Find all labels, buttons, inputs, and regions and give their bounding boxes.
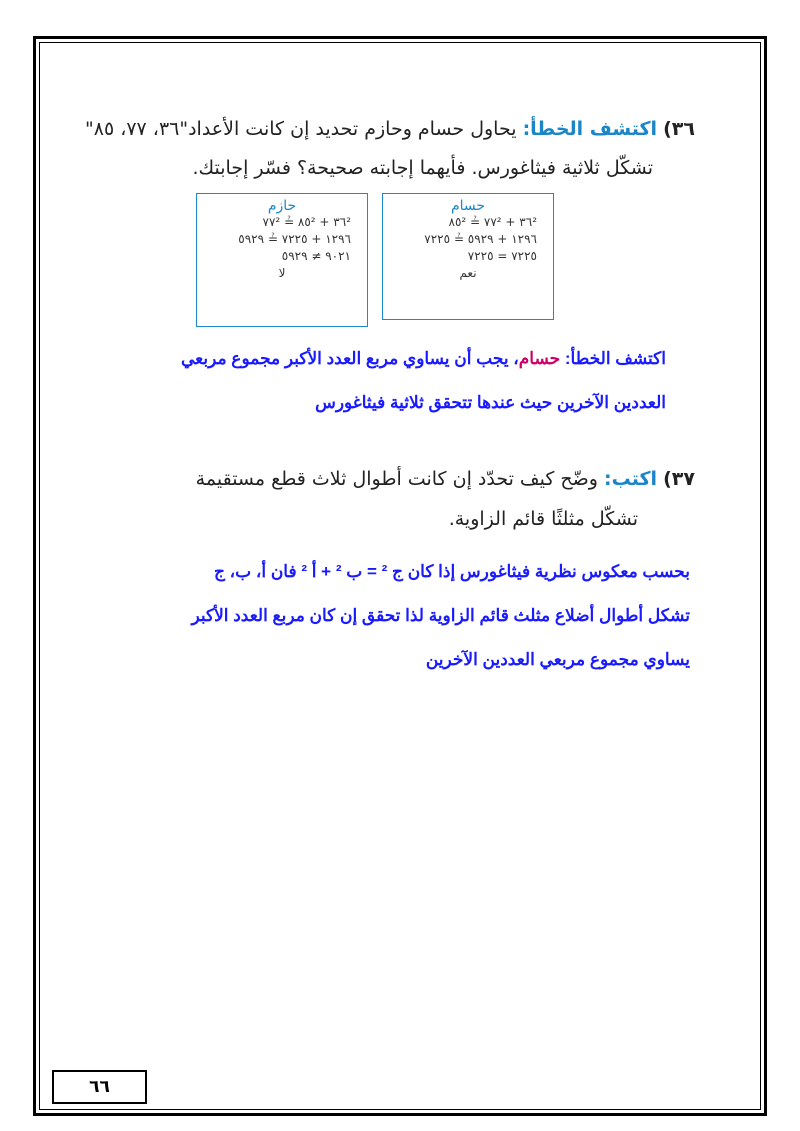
answer-36-name: حسام — [518, 349, 561, 368]
hussam-row-2: ١٢٩٦ + ٥٩٢٩ ≟ ٧٢٢٥ — [424, 232, 537, 246]
hazem-row-1: ٣٦² + ٨٥² ≟ ٧٧² — [262, 215, 351, 229]
hussam-row-3: ٧٢٢٥ = ٧٢٢٥ — [467, 249, 537, 263]
hussam-solution-box — [382, 193, 554, 320]
question-36-number: ٣٦) — [663, 118, 695, 140]
question-37-label: اكتب: — [604, 468, 658, 490]
question-36-label: اكتشف الخطأ: — [522, 118, 658, 140]
hazem-row-2: ١٢٩٦ + ٧٢٢٥ ≟ ٥٩٢٩ — [238, 232, 351, 246]
question-36-line-1 — [85, 118, 695, 140]
question-37-text-1: وضّح كيف تحدّد إن كانت أطوال ثلاث قطع مستقيمة — [195, 468, 598, 490]
answer-36-line-2: العددين الآخرين حيث عندها تتحقق ثلاثية فيثاغورس — [315, 393, 666, 412]
answer-37-line-3: يساوي مجموع مربعي العددين الآخرين — [425, 650, 690, 669]
page-number: ٦٦ — [52, 1070, 147, 1104]
hussam-row-4: نعم — [459, 266, 477, 280]
hussam-row-1: ٣٦² + ٧٧² ≟ ٨٥² — [448, 215, 537, 229]
answer-37-line-2: تشكل أطوال أضلاع مثلث قائم الزاوية لذا تحقق إن كان مربع العدد الأكبر — [191, 606, 690, 625]
answer-37-line-1: بحسب معكوس نظرية فيثاغورس إذا كان ج ² = ب ² + أ ² فان أ، ب، ج — [213, 562, 690, 581]
question-37-number: ٣٧) — [663, 468, 695, 490]
question-37-line-1 — [196, 468, 695, 490]
answer-36-prefix: اكتشف الخطأ: — [560, 349, 666, 368]
answer-36-rest: ، يجب أن يساوي مربع العدد الأكبر مجموع مربعي — [181, 349, 519, 368]
hazem-row-4: لا — [278, 266, 286, 280]
question-36-text-1: يحاول حسام وحازم تحديد إن كانت الأعداد"٣٦، ٧٧، ٨٥" — [85, 118, 517, 140]
question-36-text-2: تشكّل ثلاثية فيثاغورس. فأيهما إجابته صحيحة؟ فسّر إجابتك. — [192, 157, 653, 179]
hazem-solution-box — [196, 193, 368, 327]
hazem-row-3: ٩٠٢١ ≠ ٥٩٢٩ — [281, 249, 351, 263]
hazem-title: حازم — [267, 198, 297, 214]
hussam-title: حسام — [450, 198, 486, 214]
answer-36-line-1 — [181, 349, 666, 369]
question-37-text-2: تشكّل مثلثًا قائم الزاوية. — [448, 508, 638, 530]
